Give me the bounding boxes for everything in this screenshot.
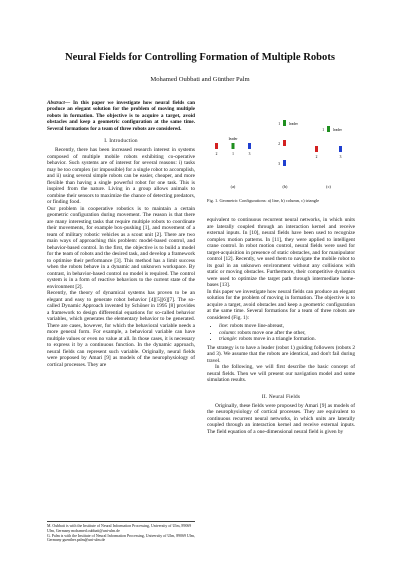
paragraph: In this paper we investigate how neural fields can produce an elegant solution for the problem of moving in formation. The objective is to acquire a target, avoid obstacles and keep a geometric configuration at the same time. Several formations for a team of three robots are considered (Fig. 1): xyxy=(207,288,355,321)
robot-2-marker xyxy=(283,140,286,146)
robot-number: 3 xyxy=(278,162,280,166)
figure-formations xyxy=(207,100,355,192)
robot-3-marker xyxy=(283,160,286,166)
figure-caption: Fig. 1. Geometric Configurations: a) line, b) column, c) triangle xyxy=(207,198,320,203)
robot-number: 1 xyxy=(322,128,324,132)
leader-label: leader xyxy=(228,137,238,141)
formation-name: column xyxy=(219,329,235,336)
robot-1-marker xyxy=(283,120,286,126)
paper-title: Neural Fields for Controlling Formation of Multiple Robots xyxy=(64,52,336,63)
robot-number: 2 xyxy=(278,142,280,146)
robot-1-marker xyxy=(327,126,330,132)
robot-number: 1 xyxy=(278,122,280,126)
panel-label: (c) xyxy=(326,184,331,189)
robot-number: 2 xyxy=(215,152,218,156)
paragraph: Originally, these fields were proposed by Amari [9] as models of the neurophysiology of cortical processes. They are equivalent to continuous recurrent neural networks, in which units are laterally coupled through an interaction kernel and receive external inputs. The field equation of a one-dimensional neural field is given by xyxy=(207,402,355,435)
footnote-line: M. Oubbati is with the Institute of Neural Information Processing, University of Ulm, 89069 Ulm, Germany mohamed.oubbati@uni-ulm.de xyxy=(47,524,192,533)
section-heading-neural-fields: II. Neural Fields xyxy=(261,393,301,400)
formation-list xyxy=(219,323,355,343)
robot-1-marker xyxy=(232,143,235,149)
formation-name: line xyxy=(219,323,228,329)
robot-number: 2 xyxy=(315,155,318,159)
panel-line xyxy=(215,137,251,189)
right-column xyxy=(207,217,355,435)
panel-label: (a) xyxy=(230,184,236,189)
left-column xyxy=(47,100,195,368)
robot-2-marker xyxy=(215,143,218,149)
paper-authors: Mohamed Oubbati and Günther Palm xyxy=(150,76,250,83)
abstract-text: — In this paper we investigate how neural fields can produce an elegant solution for the problem of moving multiple robots in formation. The objective is to acquire a target, avoid obstacles and keep a geometric configuration at the same time. Several formations for a team of three robots are considered. xyxy=(47,100,195,132)
abstract xyxy=(47,100,195,132)
robot-number: 1 xyxy=(232,152,234,156)
robot-3-marker xyxy=(339,146,342,152)
robot-number: 3 xyxy=(248,152,251,156)
leader-label: leader xyxy=(289,122,298,126)
robot-number: 3 xyxy=(339,155,342,159)
panel-column xyxy=(278,120,298,189)
formation-diagram xyxy=(207,100,355,192)
leader-label: leader xyxy=(333,128,342,132)
paragraph: In the following, we will first describe the basic concept of neural fields. Then we will present our navigation model and some simulation results. xyxy=(207,364,355,383)
formation-desc: : robots move one after the other, xyxy=(234,329,306,336)
paragraph: Our problem in cooperative robotics is to maintain a certain geometric configuration during movement. The reason is that there are many interesting tasks that require multiple robots to coordinate their movements, for example box-pushing [1], and movement of a team of military robotic vehicles as a scout unit [2]. There are two main ways of approaching this problem: model-based control, and behavior-based control. In the first, the objective is to build a model for the team of robots and the desired task, and develop a framework to optimise their performance [3]. This method has a limit success when the robots behave in a dynamic and unknown workspace. By contrast, in behavior-based control no model is required. The control system is in a form of reactive behaviors to the current state of the environment [2]. xyxy=(47,205,195,290)
paragraph: Recently, the theory of dynamical systems has proven to be an elegant and easy to generate robot behavior [4][5][6][7]. The so-called Dynamic Approach invented by Schöner in 1995 [8] provides a framework to design differential equations for so-called behavior variables, which generates the elementary behavior to be generated. There are cases, however, for which the behavioral variable needs a more general form. For example, a behavioral variable can have multiple values or even no value at all. In those cases, it is necessary to express it by a continuous function. In the dynamic approach, neural fields can represent such variable. Originally, neural fields were proposed by Amari [9] as models of the neurophysiology of cortical processes. They are xyxy=(47,290,195,368)
robot-2-marker xyxy=(315,146,318,152)
paragraph: Recently, there has been increased research interest in systems composed of multiple mobile robots exhibiting co-operative behavior. Such systems are of interest for several reasons: i) tasks may be too complex (or impossible) for a single robot to accomplish, and ii) using several simple robots can be easier, cheaper, and more flexible than having a single powerful robot for one task. This is inspired from the nature. Living in a group allows animals to combine their sensors to maximize the chance of detecting predators, or finding food. xyxy=(47,147,195,206)
footnote xyxy=(47,521,195,543)
paragraph: The strategy is to have a leader (robot 1) guiding followers (robots 2 and 3). We assume that the robots are identical, and don't fail during travel. xyxy=(207,344,355,364)
robot-3-marker xyxy=(248,143,251,149)
section-heading-introduction: I. Introduction xyxy=(104,138,138,145)
footnote-line: G. Palm is with the Institute of Neural Information Processing, University of Ulm, 89069 Ulm, Germany guenther.palm@uni-ulm.de xyxy=(47,533,195,543)
panel-label: (b) xyxy=(282,184,288,189)
abstract-label: Abstract xyxy=(47,100,65,106)
paragraph: equivalent to continuous recurrent neural networks, in which units are laterally coupled through an interaction kernel and receive external inputs. In [10], neural fields have been used to recognize complex motion patterns. In [11], they were applied to intelligent crane control. In robot motion control, neural fields were used for target-acquisition in presence of static obstacles, and for manipulator control [12]. Recently, we used them to navigate the mobile robot to its goal in an unknown environment without any collisions with static or moving obstacles. Furthermore, their competitive dynamics were used to optimize the target path through intermediate home-bases [13]. xyxy=(207,217,355,288)
formation-desc: : robots move line-abreast, xyxy=(227,323,284,329)
formation-name: triangle xyxy=(219,336,236,342)
panel-triangle xyxy=(315,126,343,189)
formation-desc: : robots move in a triangle formation. xyxy=(235,336,316,342)
list-item xyxy=(219,336,355,343)
